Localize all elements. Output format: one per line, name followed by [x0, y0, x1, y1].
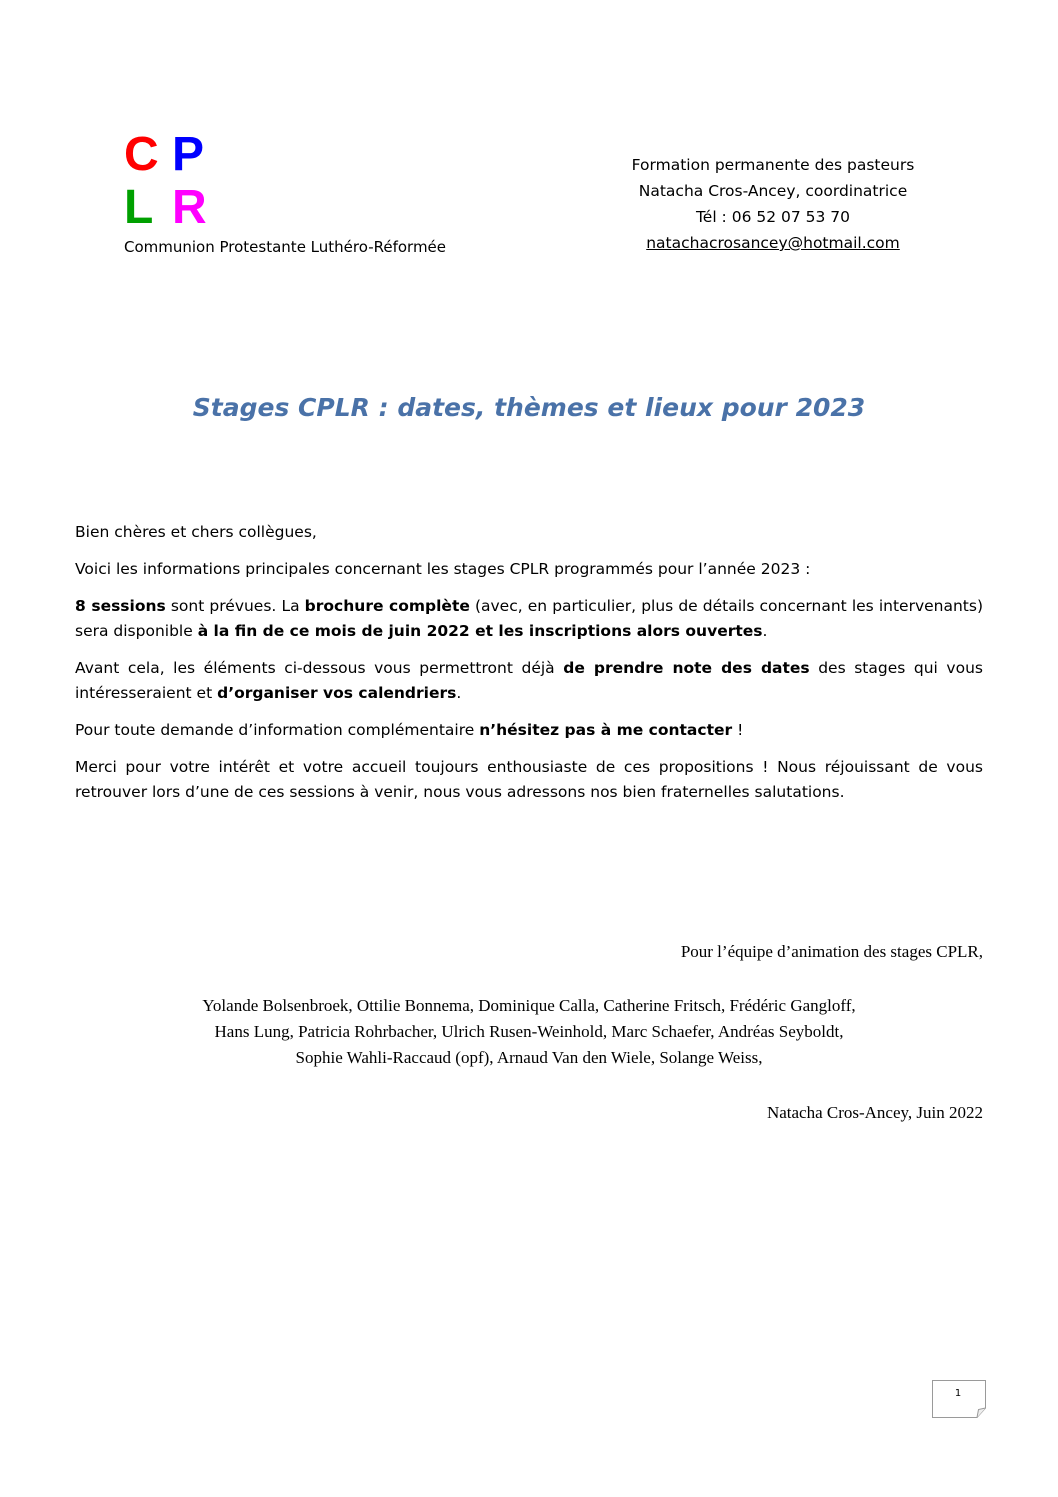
document-title: Stages CPLR : dates, thèmes et lieux pour 2023 — [192, 393, 866, 422]
logo-letter-p: P — [172, 128, 205, 181]
contact-emphasis: n’hésitez pas à me contacter — [479, 721, 733, 739]
contact-name: Natacha Cros-Ancey, coordinatrice — [638, 182, 908, 200]
contact-block — [590, 152, 956, 256]
logo-letter-r: R — [172, 181, 207, 234]
team-line: Sophie Wahli-Raccaud (opf), Arnaud Van den Wiele, Solange Weiss, — [295, 1048, 763, 1067]
signature: Natacha Cros-Ancey, Juin 2022 — [766, 1103, 983, 1122]
brochure-emphasis: brochure complète — [304, 597, 470, 615]
logo-subtitle: Communion Protestante Luthéro-Réformée — [124, 238, 447, 256]
paragraph-text: . — [762, 622, 768, 640]
letter-body — [75, 520, 983, 817]
logo-row-top — [124, 128, 484, 181]
cplr-logo — [124, 128, 484, 256]
sessions-count: 8 sessions — [75, 597, 166, 615]
contact-email-link[interactable]: natachacrosancey@hotmail.com — [646, 234, 900, 252]
closing-paragraph: Merci pour votre intérêt et votre accueil toujours enthousiaste de ces propositions ! Nous réjouissant de vous retrouver lors d’une de ces sessions à venir, nous vous adressons nos bien fraternelles salutations. — [75, 758, 983, 801]
logo-letter-c: C — [124, 128, 159, 181]
paragraph-text: Avant cela, les éléments ci-dessous vous permettront déjà — [75, 659, 564, 677]
logo-letter-l: L — [124, 181, 154, 234]
sessions-paragraph — [75, 594, 983, 644]
contact-phone: Tél : 06 52 07 53 70 — [695, 208, 851, 226]
page-number-box — [932, 1380, 986, 1418]
contact-paragraph — [75, 718, 983, 743]
dates-emphasis: de prendre note des dates — [563, 659, 810, 677]
signoff: Pour l’équipe d’animation des stages CPLR, — [680, 942, 983, 961]
paragraph-text: ! — [732, 721, 744, 739]
team-line: Hans Lung, Patricia Rohrbacher, Ulrich Rusen-Weinhold, Marc Schaefer, Andréas Seyboldt, — [214, 1022, 844, 1041]
paragraph-text: Pour toute demande d’information complémentaire — [75, 721, 480, 739]
logo-row-bottom — [124, 181, 484, 234]
calendar-emphasis: d’organiser vos calendriers — [217, 684, 457, 702]
dates-paragraph — [75, 656, 983, 706]
contact-organisation: Formation permanente des pasteurs — [631, 156, 915, 174]
paragraph-text: . — [456, 684, 462, 702]
intro-paragraph: Voici les informations principales concernant les stages CPLR programmés pour l’année 2023 : — [75, 560, 811, 578]
folded-page-icon — [932, 1380, 986, 1418]
team-line: Yolande Bolsenbroek, Ottilie Bonnema, Dominique Calla, Catherine Fritsch, Frédéric Gangloff, — [202, 996, 856, 1015]
availability-emphasis: à la fin de ce mois de juin 2022 et les inscriptions alors ouvertes — [197, 622, 763, 640]
greeting: Bien chères et chers collègues, — [75, 523, 317, 541]
paragraph-text: des stages qui vous intéresseraient et — [75, 659, 983, 702]
team-list — [0, 993, 1058, 1071]
page-number: 1 — [954, 1388, 962, 1399]
paragraph-text: sont prévues. La — [165, 597, 305, 615]
paragraph-text: (avec, en particulier, plus de détails concernant les intervenants) sera disponible — [75, 597, 984, 640]
